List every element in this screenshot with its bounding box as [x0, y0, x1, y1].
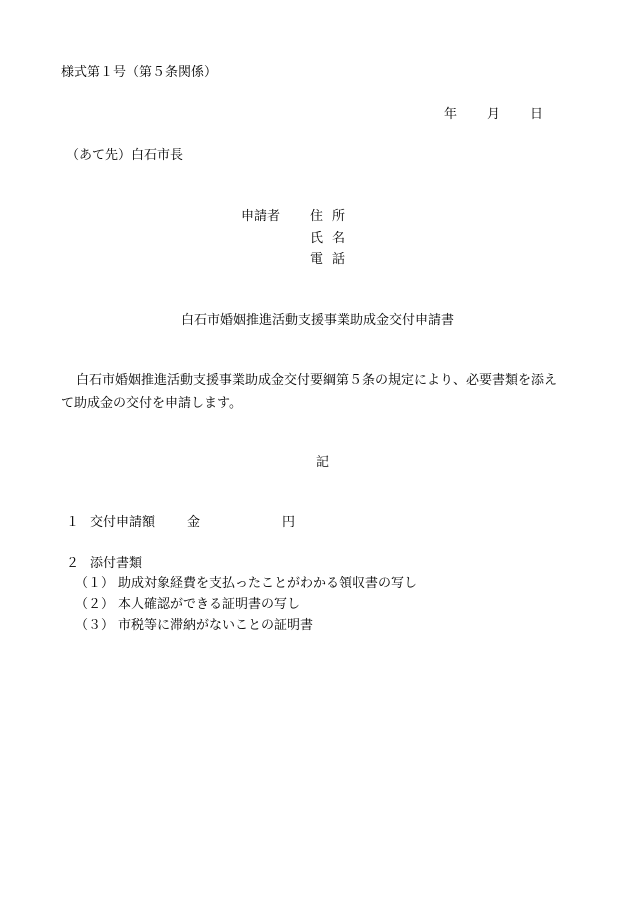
attachment-text: 助成対象経費を支払ったことがわかる領収書の写し — [118, 576, 418, 591]
date-day-label: 日 — [530, 107, 544, 122]
date-month-label: 月 — [487, 107, 501, 122]
document-title: 白石市婚姻推進活動支援事業助成金交付申請書 — [181, 313, 455, 328]
phone-field-label: 電話 — [310, 252, 355, 267]
form-number-label: 様式第１号（第５条関係） — [61, 65, 218, 80]
attachments-label: 添付書類 — [90, 556, 143, 571]
yen-label: 円 — [282, 515, 296, 530]
name-field-label: 氏名 — [310, 231, 355, 246]
attachment-number: （３） — [75, 618, 115, 633]
kin-label: 金 — [187, 515, 201, 530]
amount-label: 交付申請額 — [90, 515, 156, 530]
item-number: １ — [66, 515, 80, 530]
body-text-line-2: て助成金の交付を申請します。 — [61, 396, 242, 411]
addressee: （あて先）白石市長 — [66, 148, 184, 163]
item-number: ２ — [66, 556, 80, 571]
attachment-text: 市税等に滞納がないことの証明書 — [118, 618, 314, 633]
applicant-label: 申請者 — [241, 209, 281, 224]
address-field-label: 住所 — [310, 209, 355, 224]
date-year-label: 年 — [444, 107, 458, 122]
attachment-number: （１） — [75, 576, 115, 591]
ki-heading: 記 — [316, 455, 330, 470]
attachment-text: 本人確認ができる証明書の写し — [118, 597, 301, 612]
attachment-number: （２） — [75, 597, 115, 612]
body-text-line-1: 白石市婚姻推進活動支援事業助成金交付要綱第５条の規定により、必要書類を添え — [76, 373, 558, 388]
